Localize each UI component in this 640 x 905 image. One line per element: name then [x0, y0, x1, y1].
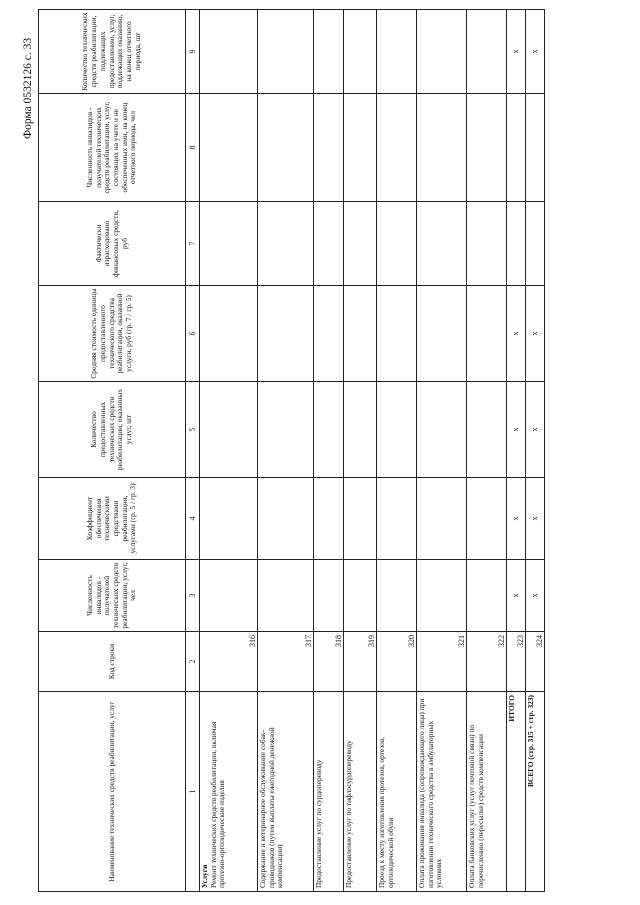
cross-mark: х [507, 10, 526, 94]
header-avg-cost: Средняя стоимость единицы предоставленного технического средства реабилитации, оказанной услуги, руб (гр. 7 / гр. 5) [39, 286, 186, 382]
cross-mark: х [526, 382, 545, 478]
cross-mark: х [526, 10, 545, 94]
header-quantity: Количество предоставленных технических средств реабилитации, оказанных услуг, шт [39, 382, 186, 478]
row-code: 319 [344, 632, 377, 692]
row-name: Оплата банковских услуг (услуг почтовой связи) по перечислению (пересылке) средств компенсации [467, 692, 507, 892]
form-title: Форма 0532126 с. 33 [22, 37, 34, 139]
header-spent: Фактически израсходовано финансовых средств, руб [39, 202, 186, 286]
col-number: 4 [186, 478, 200, 560]
row-code: 316 [200, 632, 258, 692]
grand-total-row [526, 10, 545, 892]
row-name: Предоставление услуг по тифлосурдопереводу [344, 692, 377, 892]
header-name: Наименование технических средств реабилитации, услуг [39, 692, 186, 892]
cross-mark: х [507, 382, 526, 478]
table-row [377, 10, 417, 892]
cross-mark: х [507, 286, 526, 382]
col-number: 8 [186, 94, 200, 202]
row-name: Содержание и ветеринарное обслуживание собак-проводников (путем выплаты ежегодной денежной компенсации) [258, 692, 314, 892]
col-number: 9 [186, 10, 200, 94]
table-row [314, 10, 344, 892]
header-row [39, 10, 186, 892]
row-name: Проезд к месту изготовления протезов, ортезов, ортопедической обуви [377, 692, 417, 892]
header-recipients: Численность инвалидов - получателей технических средств реабилитации, услуг, чел [39, 560, 186, 632]
total-row [507, 10, 526, 892]
cross-mark: х [526, 560, 545, 632]
row-code: 322 [467, 632, 507, 692]
row-name: Оплата проживания инвалида (сопровождающего лица) при изготовлении технического средства в амбулаторных условиях [417, 692, 467, 892]
cross-mark: х [526, 478, 545, 560]
table-row [200, 10, 258, 892]
cross-mark: х [507, 478, 526, 560]
row-code: 318 [314, 632, 344, 692]
section-label: Услуги [200, 864, 209, 888]
table-row [467, 10, 507, 892]
row-code: 320 [377, 632, 417, 692]
total-label: ИТОГО [507, 692, 526, 892]
cross-mark: х [526, 286, 545, 382]
header-coefficient: Коэффициент обеспечения техническими средствами реабилитации, услугами (гр. 5 / гр. 3) [39, 478, 186, 560]
col-number: 3 [186, 560, 200, 632]
header-unprovided-people: Численность инвалидов - получателей технических средств реабилитации, услуг, состоящих на учете и не обеспеченных ими, на конец отчетного периода, чел [39, 94, 186, 202]
col-number: 7 [186, 202, 200, 286]
row-name: Ремонт технических средств реабилитации, включая протезно-ортопедические изделия [208, 721, 227, 888]
table-row [417, 10, 467, 892]
row-code: 317 [258, 632, 314, 692]
col-number: 1 [186, 692, 200, 892]
grand-total-label: ВСЕГО (стр. 315 + стр. 323) [526, 692, 545, 892]
header-code: Код строки [39, 632, 186, 692]
cross-mark: х [507, 560, 526, 632]
row-code: 321 [417, 632, 467, 692]
row-code: 324 [526, 632, 545, 692]
table-row [344, 10, 377, 892]
services-table [38, 9, 545, 892]
col-number: 5 [186, 382, 200, 478]
row-code: 323 [507, 632, 526, 692]
col-number: 6 [186, 286, 200, 382]
table-row [258, 10, 314, 892]
header-pending-items: Количество технических средств реабилитации, подлежащих предоставлению, услуг, подлежащих оказанию, на конец отчетного периода, шт [39, 10, 186, 94]
column-number-row [186, 10, 200, 892]
col-number: 2 [186, 632, 200, 692]
row-name: Предоставление услуг по сурдопереводу [314, 692, 344, 892]
